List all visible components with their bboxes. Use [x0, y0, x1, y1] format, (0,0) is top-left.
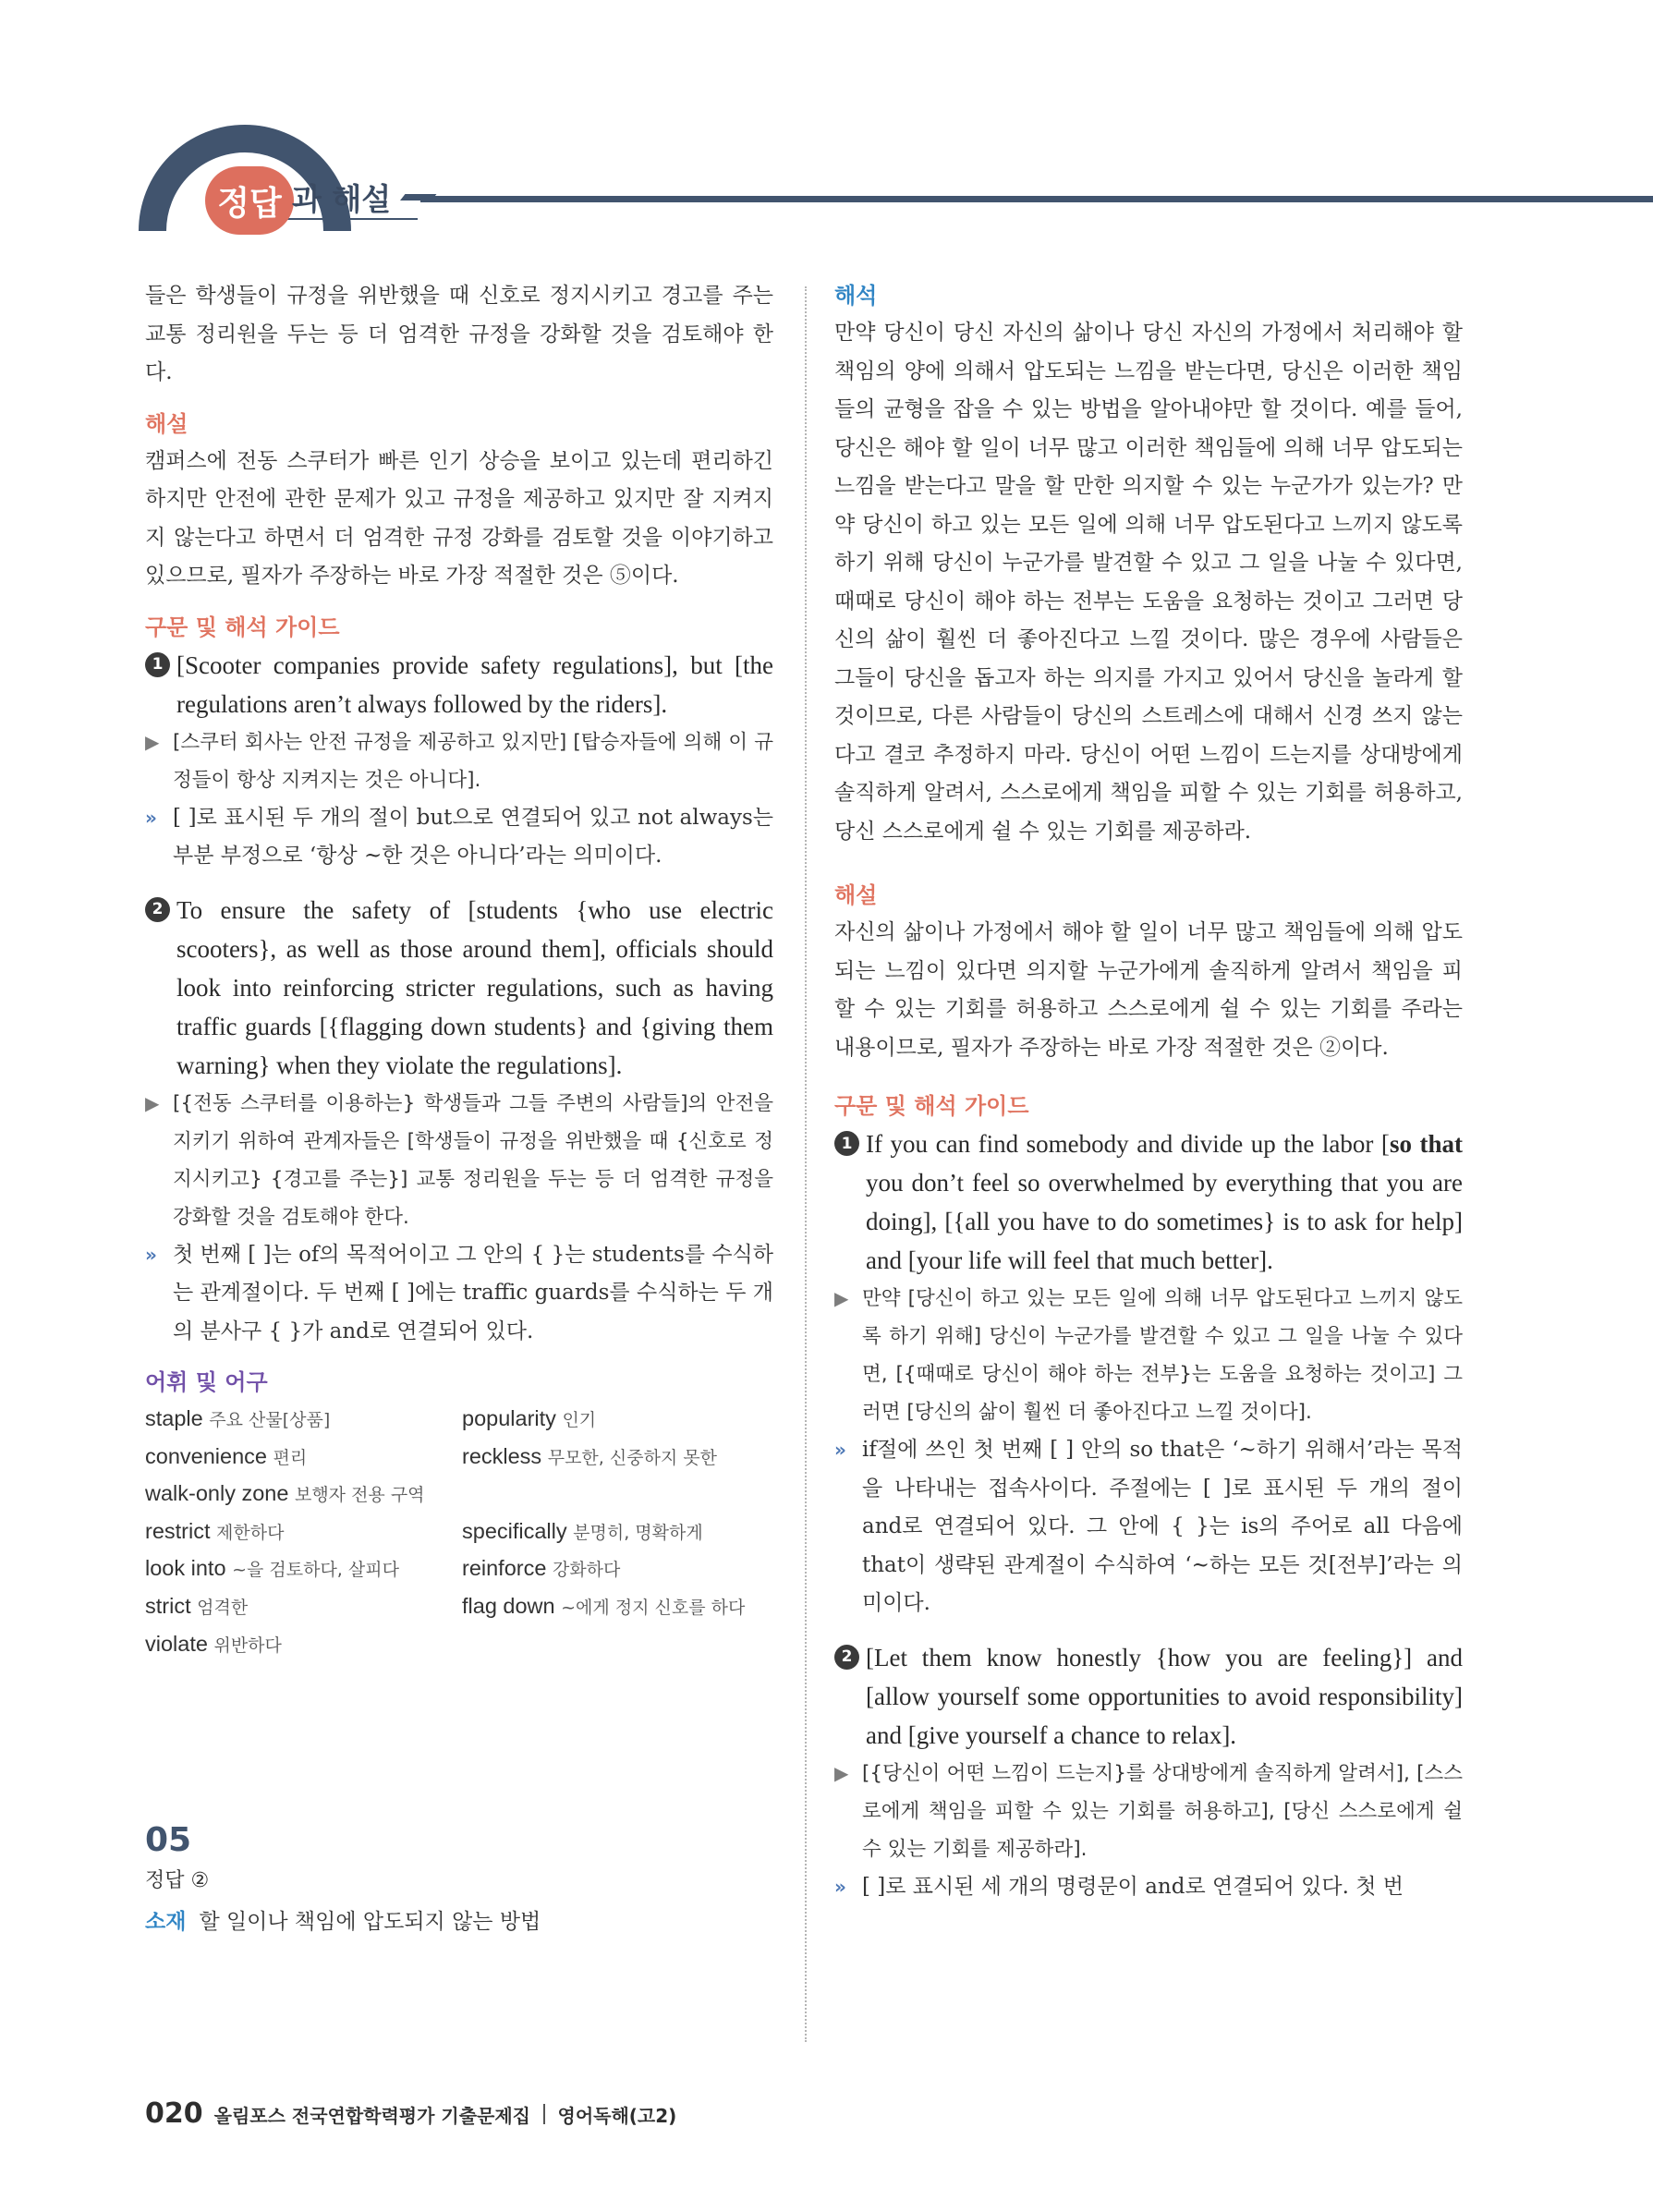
explain-paragraph: 자신의 삶이나 가정에서 해야 할 일이 너무 많고 책임들에 의해 압도되는 느낌이 있다면 의지할 누군가에게 솔직하게 알려서 책임을 피할 수 있는 기회를 허용하고 스스로에게 쉴 수 있는 기회를 주라는 내용이므로, 필자가 주장하는 바로 가장 적절한 것은 ②이다.	[834, 920, 1463, 1060]
vocab-heading: 어휘 및 어구	[145, 1369, 268, 1395]
topic-label: 소재	[145, 1910, 187, 1935]
guide-heading: 구문 및 해석 가이드	[834, 1093, 1029, 1119]
number-badge: 1	[834, 1131, 859, 1156]
sentence-1-translation-row	[145, 723, 773, 799]
intro-paragraph: 들은 학생들이 규정을 위반했을 때 신호로 정지시키고 경고를 주는 교통 정리원을 두는 등 더 엄격한 규정을 강화할 것을 검토해야 한다.	[145, 284, 773, 384]
sentence-1-note-row	[145, 799, 773, 876]
number-badge: 2	[834, 1645, 859, 1670]
sentence-1-translation-row	[834, 1280, 1463, 1431]
vocab-item: reinforce 강화하다	[462, 1556, 621, 1581]
sentence-1-translation: [스쿠터 회사는 안전 규정을 제공하고 있지만] [탑승자들에 의해 이 규정들이 항상 지켜지는 것은 아니다].	[173, 730, 773, 792]
so-that-bold: so that	[1389, 1130, 1464, 1158]
triangle-icon: ▶	[834, 1761, 849, 1784]
explain-heading: 해설	[145, 410, 188, 437]
sentence-2-note: 첫 번째 [ ]는 of의 목적어이고 그 안의 { }는 students를 수식하는 관계절이다. 두 번째 [ ]에는 traffic guards를 수식하는 두 개의 분사구 { }가 and로 연결되어 있다.	[173, 1242, 773, 1343]
sentence-2-note: [ ]로 표시된 세 개의 명령문이 and로 연결되어 있다. 첫 번	[862, 1874, 1404, 1899]
sentence-2-english: To ensure the safety of [students {who use electric scooters}, as well as those around them], officials should look into reinforcing stricter regulations, such as having traffic guards [{flagging down students} and {giving them warning} when they violate the regulations].	[176, 895, 773, 1079]
vocab-item: convenience 편리	[145, 1443, 308, 1468]
left-column	[145, 277, 773, 1940]
translation-paragraph: 만약 당신이 당신 자신의 삶이나 당신 자신의 가정에서 처리해야 할 책임의 양에 의해서 압도되는 느낌을 받는다면, 당신은 이러한 책임들의 균형을 잡을 수 있는 방법을 알아내야만 할 것이다. 예를 들어, 당신은 해야 할 일이 너무 많고 이러한 책임들에 의해 너무 압도되는 느낌을 받는다고 말을 할 만한 의지할 수 있는 누군가가 있는가? 만약 당신이 하고 있는 모든 일에 의해 너무 압도된다고 느끼지 않도록 하기 위해 당신이 누군가를 발견할 수 있고 그 일을 나눌 수 있다면, 때때로 당신이 해야 하는 전부는 도움을 요청하는 것이고 그러면 당신의 삶이 훨씬 더 좋아진다고 느낄 것이다. 많은 경우에 사람들은 그들이 당신을 돕고자 하는 의지를 가지고 있어서 당신을 놀라게 할 것이므로, 다른 사람들이 당신의 스트레스에 대해서 신경 쓰지 않는다고 결코 추정하지 마라. 당신이 어떤 느낌이 드는지를 상대방에게 솔직하게 알려서, 스스로에게 책임을 피할 수 있는 기회를 허용하고, 당신 스스로에게 쉴 수 있는 기회를 제공하라.	[834, 321, 1463, 844]
triangle-icon: ▶	[145, 730, 160, 753]
sentence-2-translation-row	[834, 1755, 1463, 1868]
vocab-item: restrict 제한하다	[145, 1518, 285, 1543]
question-number: 05	[145, 1821, 192, 1860]
sentence-1-note: if절에 쓰인 첫 번째 [ ] 안의 so that은 ‘~하기 위해서’라는 목적을 나타내는 접속사이다. 주절에는 [ ]로 표시된 두 개의 절이 and로 연결되어 있다. 그 안에 { }는 is의 주어로 all 다음에 that이 생략된 관계절이 수식하여 ‘~하는 모든 것[전부]’라는 의미이다.	[862, 1438, 1463, 1615]
sentence-1-note: [ ]로 표시된 두 개의 절이 but으로 연결되어 있고 not always는 부분 부정으로 ‘항상 ~한 것은 아니다’라는 의미이다.	[173, 805, 773, 868]
vocab-item: walk-only zone 보행자 전용 구역	[145, 1481, 425, 1506]
sentence-2-note-row	[145, 1236, 773, 1352]
page-number: 020	[145, 2097, 203, 2130]
vocab-item: look into ~을 검토하다, 살피다	[145, 1556, 399, 1581]
vocab-item: flag down ~에게 정지 신호를 하다	[462, 1593, 746, 1618]
header-title: 과 해설	[292, 181, 392, 217]
vocab-item: reckless 무모한, 신중하지 못한	[462, 1443, 718, 1468]
footer-divider	[543, 2104, 545, 2124]
translation-heading: 해석	[834, 283, 878, 309]
guide-heading: 구문 및 해석 가이드	[145, 614, 340, 640]
explain-heading: 해설	[834, 882, 878, 908]
number-badge: 2	[145, 897, 170, 922]
sentence-2-note-row	[834, 1868, 1463, 1907]
sentence-1-english: If you can find somebody and divide up the labor [so that you don’t feel so overwhelmed by everything that you are doing], [{all you have to do sometimes} is to ask for help] and [your life will feel that much better].	[866, 1130, 1464, 1274]
header-badge: 정답	[205, 166, 294, 235]
sentence-1-translation: 만약 [당신이 하고 있는 모든 일에 의해 너무 압도된다고 느끼지 않도록 하기 위해] 당신이 누군가를 발견할 수 있고 그 일을 나눌 수 있다면, [{때때로 당신이 해야 하는 전부}는 도움을 요청하는 것이고] 그러면 [당신의 삶이 훨씬 더 좋아진다고 느낄 것이다].	[862, 1287, 1463, 1424]
topic-text: 할 일이나 책임에 압도되지 않는 방법	[199, 1910, 541, 1935]
header-rule-slant	[400, 194, 436, 201]
double-chevron-icon: »	[834, 1439, 846, 1461]
double-chevron-icon: »	[145, 806, 157, 829]
triangle-icon: ▶	[145, 1091, 160, 1114]
subject-title: 영어독해(고2)	[557, 2105, 677, 2127]
double-chevron-icon: »	[145, 1243, 157, 1266]
right-column	[834, 277, 1463, 1906]
vocab-item	[462, 1626, 773, 1664]
answer-line: 정답 ②	[145, 1869, 210, 1893]
sentence-2	[834, 1638, 1463, 1755]
vocab-item: violate 위반하다	[145, 1631, 282, 1656]
vocab-list	[145, 1401, 773, 1663]
sentence-1-note-row	[834, 1431, 1463, 1623]
sentence-2-english: [Let them know honestly {how you are feeling}] and [allow yourself some opportunities to avoid responsibility] and [give yourself a chance to relax].	[866, 1643, 1463, 1749]
double-chevron-icon: »	[834, 1875, 846, 1898]
sentence-2-translation: [{전동 스쿠터를 이용하는} 학생들과 그들 주변의 사람들]의 안전을 지키기 위하여 관계자들은 [학생들이 규정을 위반했을 때 {신호로 정지시키고} {경고를 주는}] 교통 정리원을 두는 등 더 엄격한 규정을 강화할 것을 검토해야 한다.	[173, 1091, 773, 1229]
page-footer	[145, 2097, 676, 2130]
vocab-item: specifically 분명히, 명확하게	[462, 1518, 703, 1543]
sentence-1	[145, 646, 773, 723]
vocab-item: popularity 인기	[462, 1406, 597, 1430]
vocab-item: staple 주요 산물[상품]	[145, 1406, 331, 1430]
sentence-2-translation-row	[145, 1085, 773, 1236]
triangle-icon: ▶	[834, 1287, 849, 1309]
sentence-1-english: [Scooter companies provide safety regulations], but [the regulations aren’t always followed by the riders].	[176, 650, 773, 718]
number-badge: 1	[145, 652, 170, 677]
sentence-2	[145, 891, 773, 1085]
explain-paragraph: 캠퍼스에 전동 스쿠터가 빠른 인기 상승을 보이고 있는데 편리하긴 하지만 안전에 관한 문제가 있고 규정을 제공하고 있지만 잘 지켜지지 않는다고 하면서 더 엄격한 규정 강화를 검토할 것을 이야기하고 있으므로, 필자가 주장하는 바로 가장 적절한 것은 ⑤이다.	[145, 448, 773, 588]
sentence-2-translation: [{당신이 어떤 느낌이 드는지}를 상대방에게 솔직하게 알려서], [스스로에게 책임을 피할 수 있는 기회를 허용하고], [당신 스스로에게 쉴 수 있는 기회를 제공하라].	[862, 1761, 1463, 1861]
vocab-item	[462, 1476, 773, 1513]
book-title: 올림포스 전국연합학력평가 기출문제집	[213, 2105, 530, 2127]
sentence-1	[834, 1124, 1463, 1280]
header-rule	[420, 196, 1653, 202]
topic-line	[145, 1903, 773, 1940]
vocab-item: strict 엄격한	[145, 1593, 249, 1618]
